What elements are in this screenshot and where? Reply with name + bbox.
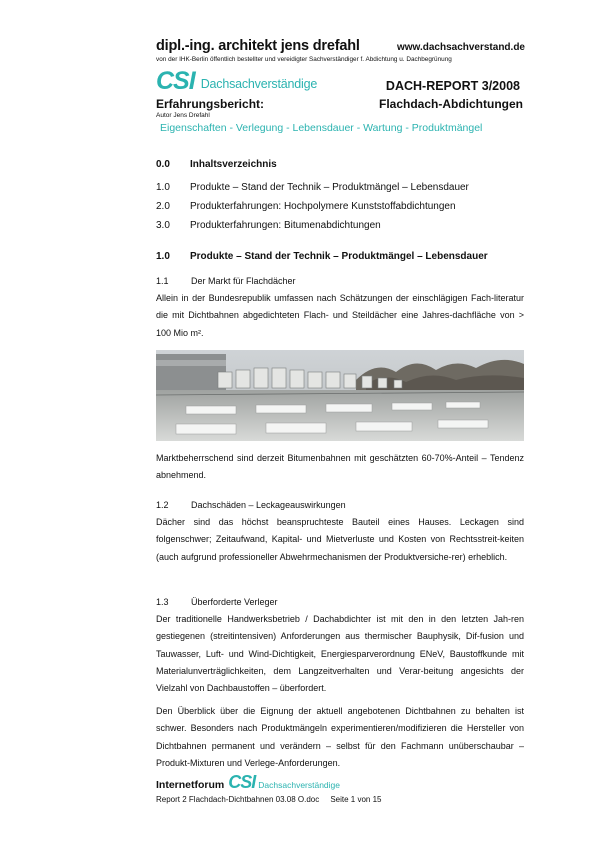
section-number: 1.0 — [156, 251, 170, 262]
footer-csi-logo-mark: CSI — [228, 772, 256, 792]
toc-item-number: 3.0 — [156, 220, 170, 231]
toc-item-text: Produkterfahrungen: Hochpolymere Kunststoffabdichtungen — [190, 201, 456, 212]
section-title: Produkte – Stand der Technik – Produktmängel – Lebensdauer — [190, 251, 488, 262]
footer-forum-label: Internetforum — [156, 779, 225, 791]
subsection-heading — [156, 597, 278, 607]
toc-heading — [156, 159, 277, 170]
csi-logo — [156, 64, 317, 94]
toc-item[interactable] — [156, 182, 469, 193]
toc-heading-title: Inhaltsverzeichnis — [190, 159, 277, 170]
toc-item-text: Produkte – Stand der Technik – Produktmängel – Lebensdauer — [190, 182, 469, 193]
toc-heading-number: 0.0 — [156, 159, 170, 170]
report-subtitle: Eigenschaften - Verlegung - Lebensdauer - Wartung - Produktmängel — [160, 122, 483, 134]
csi-logo-mark: CSI — [156, 67, 195, 95]
toc-item[interactable] — [156, 220, 381, 231]
subsection-heading — [156, 276, 296, 286]
toc-item-number: 1.0 — [156, 182, 170, 193]
toc-item-text: Produkterfahrungen: Bitumenabdichtungen — [190, 220, 381, 231]
paragraph: Den Überblick über die Eignung der aktuell angebotenen Dichtbahnen zu behalten ist schwer. Besonders nach Produktmängeln experimentieren/modifizieren die Hersteller von Dichtbahnen permanent und verändern – selbst für den Fachmann unüberschaubar – Produkt-Mixturen und Verlege-Anforderungen. — [156, 706, 524, 768]
subsection-number: 1.3 — [156, 597, 169, 607]
website-url[interactable]: www.dachsachverstand.de — [396, 42, 525, 53]
footer-forum — [156, 773, 340, 792]
flat-roof-photo — [156, 350, 524, 441]
paragraph: Dächer sind das höchst beanspruchteste Bauteil eines Hauses. Leckagen sind folgenschwer; Zeitaufwand, Kapital- und Mietverluste und Kosten von Rechtsstreit-keiten (auch aufgrund professioneller Abwehrmechanismen der Produktversiche-rer) erheblich. — [156, 517, 524, 562]
credentials-line: von der IHK-Berlin öffentlich bestellter und vereidigter Sachverständiger f. Abdichtung u. Dachbegrünung — [156, 56, 452, 63]
csi-logo-text: Dachsachverständige — [200, 77, 318, 91]
report-topic: Flachdach-Abdichtungen — [379, 97, 523, 111]
paragraph: Allein in der Bundesrepublik umfassen nach Schätzungen der einschlägigen Fach-literatur die mit Dichtbahnen abgedichteten Flach- und Steildächer eine Jahres-dachfläche von > 100 Mio m². — [156, 293, 524, 338]
subsection-heading — [156, 500, 346, 510]
footer-csi-logo-text: Dachsachverständige — [258, 780, 341, 790]
report-type: Erfahrungsbericht: — [156, 97, 265, 111]
toc-item-number: 2.0 — [156, 201, 170, 212]
subsection-title: Der Markt für Flachdächer — [191, 276, 296, 286]
subsection-title: Dachschäden – Leckageauswirkungen — [191, 500, 346, 510]
footer-page-number: Seite 1 von 15 — [330, 795, 382, 804]
section-heading — [156, 251, 488, 262]
toc-item[interactable] — [156, 201, 456, 212]
paragraph: Der traditionelle Handwerksbetrieb / Dachabdichter ist mit den in den letzten Jah-ren gestiegenen (streitintensiven) Anforderungen aus thermischer Bauphysik, Dif-fusion und Tauwasser, Luft- und Wind-Dichtigkeit, Energiesparverordnung ENeV, Baustoffkunde mit Materialunverträglichkeiten, dem Langzeitverhalten und Verar-beitung angesichts der Vielzahl von Dachbaustoffen – überfordert. — [156, 614, 524, 694]
footer-filename: Report 2 Flachdach-Dichtbahnen 03.08 O.doc — [156, 795, 320, 804]
subsection-number: 1.1 — [156, 276, 169, 286]
paragraph: Marktbeherrschend sind derzeit Bitumenbahnen mit geschätzten 60-70%-Anteil – Tendenz abnehmend. — [156, 453, 524, 481]
subsection-title: Überforderte Verleger — [191, 597, 278, 607]
author-line: Autor Jens Drefahl — [156, 112, 210, 119]
subsection-number: 1.2 — [156, 500, 169, 510]
author-name-heading: dipl.-ing. architekt jens drefahl — [156, 38, 360, 54]
footer-file-info — [156, 795, 382, 804]
report-number: DACH-REPORT 3/2008 — [385, 79, 520, 93]
